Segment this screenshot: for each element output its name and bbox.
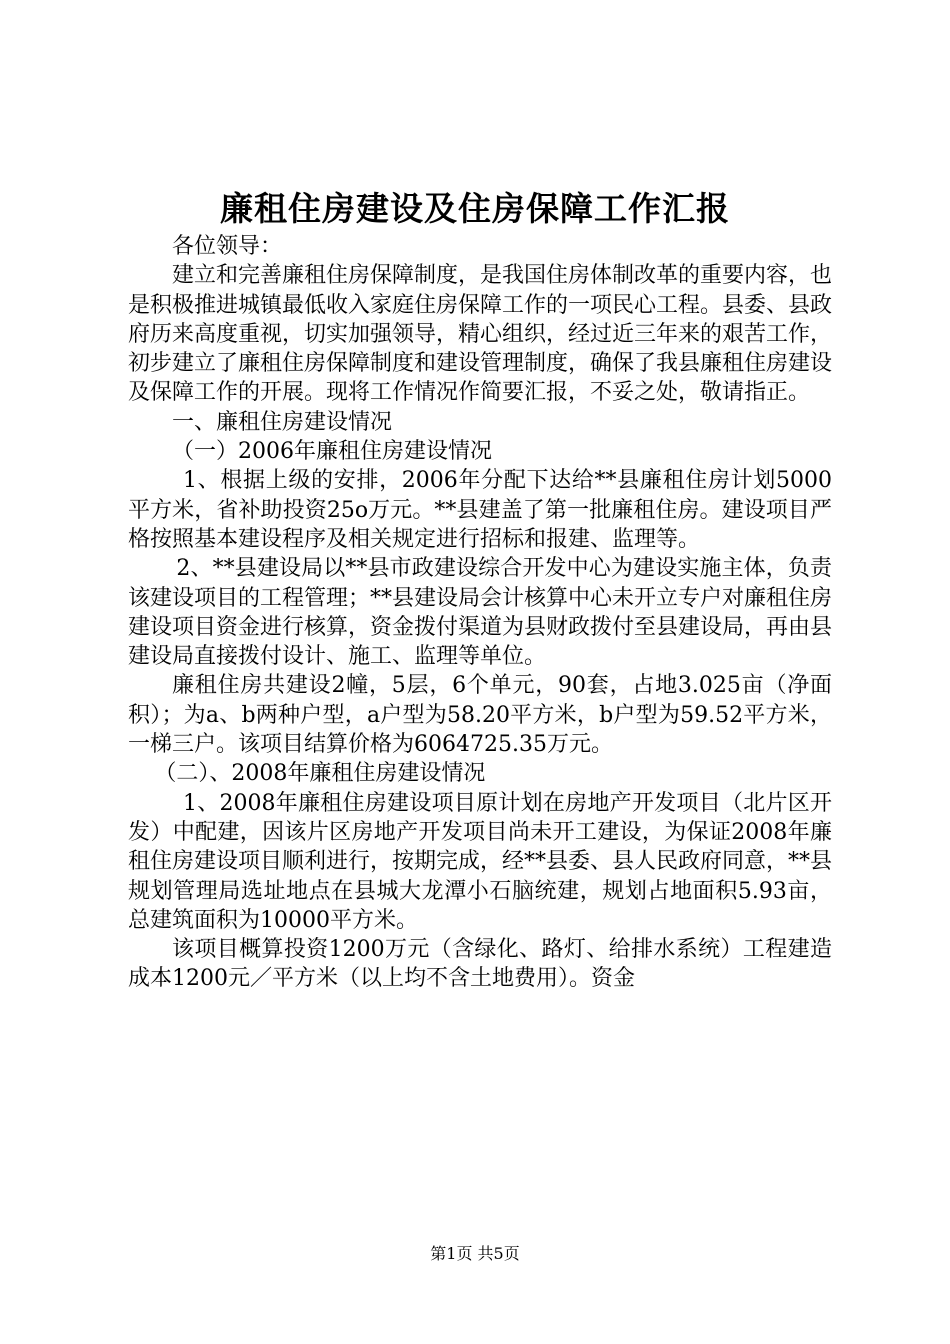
- body-paragraph: 廉租住房共建设2幢，5层，6个单元，90套，占地3.025亩（净面积）；为a、b两种户型，a户型为58.20平方米，b户型为59.52平方米，一梯三户。该项目结算价格为6064725.35万元。: [128, 673, 832, 758]
- subsection-heading: （一）2006年廉租住房建设情况: [172, 439, 492, 465]
- section-heading: 一、廉租住房建设情况: [172, 409, 393, 435]
- body-paragraph: 1、根据上级的安排，2006年分配下达给**县廉租住房计划5000平方米，省补助投资25o万元。**县建盖了第一批廉租住房。建设项目严格按照基本建设程序及相关规定进行招标和报建、监理等。: [128, 468, 832, 552]
- salutation: 各位领导：: [172, 234, 283, 259]
- document-body: [128, 232, 832, 994]
- body-paragraph: 2、**县建设局以**县市政建设综合开发中心为建设实施主体，负责该建设项目的工程管理；**县建设局会计核算中心未开立专户对廉租住房建设项目资金进行核算，资金拨付渠道为县财政拨付至县建设局，再由县建设局直接拨付设计、施工、监理等单位。: [128, 556, 833, 670]
- body-paragraph: 该项目概算投资1200万元（含绿化、路灯、给排水系统）工程建造成本1200元／平方米（以上均不含土地费用）。资金: [128, 937, 832, 992]
- subsection-heading: （二）、2008年廉租住房建设情况: [154, 761, 486, 787]
- page-footer: 第1页 共5页: [430, 1244, 520, 1263]
- body-paragraph: 1、2008年廉租住房建设项目原计划在房地产开发项目（北片区开发）中配建，因该片区房地产开发项目尚未开工建设，为保证2008年廉租住房建设项目顺利进行，按期完成，经**县委、县人民政府同意，**县规划管理局选址地点在县城大龙潭小石脑统建，规划占地面积5.93亩，总建筑面积为10000平方米。: [128, 790, 833, 933]
- intro-paragraph: 建立和完善廉租住房保障制度，是我国住房体制改革的重要内容，也是积极推进城镇最低收入家庭住房保障工作的一项民心工程。县委、县政府历来高度重视，切实加强领导，精心组织，经过近三年来的艰苦工作，初步建立了廉租住房保障制度和建设管理制度，确保了我县廉租住房建设及保障工作的开展。现将工作情况作简要汇报，不妥之处，敬请指正。: [128, 263, 833, 406]
- document-title: 廉租住房建设及住房保障工作汇报: [220, 189, 730, 228]
